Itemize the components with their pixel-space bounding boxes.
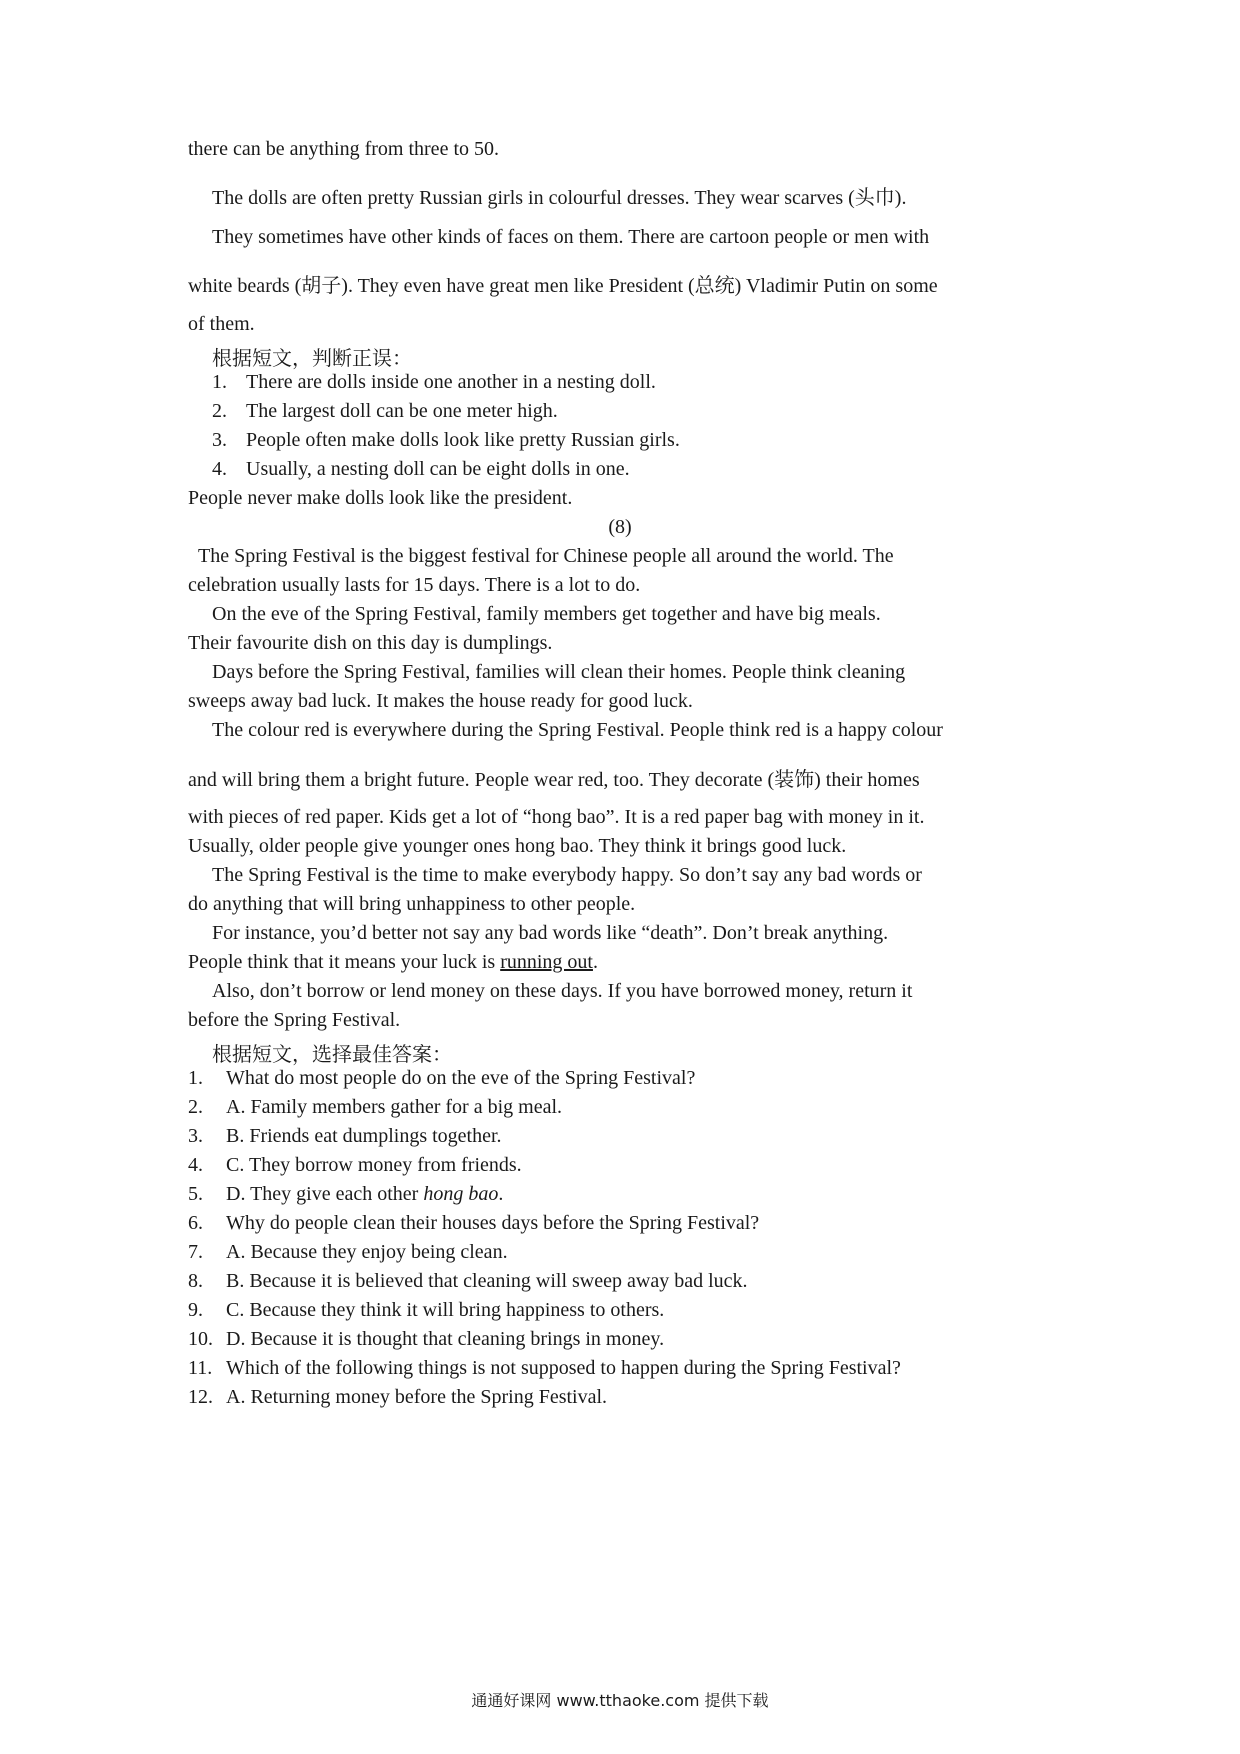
item-number: 11. <box>188 1357 213 1379</box>
item-text: B. Because it is believed that cleaning will sweep away bad luck. <box>226 1270 748 1292</box>
list-item <box>212 371 656 394</box>
list-item <box>188 1096 562 1119</box>
item-number: 5. <box>188 1183 203 1205</box>
item-text: B. Friends eat dumplings together. <box>226 1125 502 1147</box>
list-item <box>212 400 558 423</box>
paragraph-line: For instance, you’d better not say any bad words like “death”. Don’t break anything. <box>212 922 889 944</box>
list-item <box>188 1299 664 1322</box>
paragraph-line: of them. <box>188 313 255 335</box>
paragraph-line <box>188 951 598 974</box>
list-item: People never make dolls look like the president. <box>188 487 573 509</box>
item-text: Usually, a nesting doll can be eight dolls in one. <box>246 458 630 480</box>
item-text: People often make dolls look like pretty Russian girls. <box>246 429 680 451</box>
item-number: 1. <box>212 371 227 393</box>
paragraph-line: and will bring them a bright future. People wear red, too. They decorate (装饰) their homes <box>188 769 920 791</box>
paragraph-line: do anything that will bring unhappiness to other people. <box>188 893 636 915</box>
list-item <box>188 1183 503 1206</box>
item-number: 6. <box>188 1212 203 1234</box>
item-number: 12. <box>188 1386 213 1408</box>
item-text: There are dolls inside one another in a nesting doll. <box>246 371 656 393</box>
page-footer: 通通好课网 www.tthaoke.com 提供下载 <box>471 1691 769 1710</box>
item-text: C. They borrow money from friends. <box>226 1154 522 1176</box>
line-text: People think that it means your luck is <box>188 951 501 973</box>
paragraph-line: before the Spring Festival. <box>188 1009 401 1031</box>
item-text: D. Because it is thought that cleaning brings in money. <box>226 1328 665 1350</box>
underlined-phrase: running out <box>500 951 593 973</box>
paragraph-line: there can be anything from three to 50. <box>188 138 499 160</box>
item-text: The largest doll can be one meter high. <box>246 400 558 422</box>
paragraph-line: They sometimes have other kinds of faces on them. There are cartoon people or men with <box>212 226 930 248</box>
list-item <box>188 1154 522 1177</box>
list-item <box>188 1328 664 1351</box>
list-item <box>188 1270 748 1293</box>
paragraph-line: Also, don’t borrow or lend money on these days. If you have borrowed money, return it <box>212 980 913 1002</box>
paragraph-line: Usually, older people give younger ones hong bao. They think it brings good luck. <box>188 835 847 857</box>
tf-instruction: 根据短文，判断正误： <box>212 348 412 370</box>
item-text: C. Because they think it will bring happiness to others. <box>226 1299 665 1321</box>
paragraph-line: sweeps away bad luck. It makes the house ready for good luck. <box>188 690 693 712</box>
list-item <box>188 1067 695 1090</box>
item-number: 2. <box>188 1096 203 1118</box>
paragraph-line: The dolls are often pretty Russian girls in colourful dresses. They wear scarves (头巾). <box>212 187 907 209</box>
paragraph-line: The Spring Festival is the time to make everybody happy. So don’t say any bad words or <box>212 864 922 886</box>
item-text: A. Because they enjoy being clean. <box>226 1241 508 1263</box>
item-text: A. Returning money before the Spring Festival. <box>226 1386 608 1408</box>
paragraph-line: with pieces of red paper. Kids get a lot of “hong bao”. It is a red paper bag with money in it. <box>188 806 925 828</box>
item-number: 4. <box>188 1154 203 1176</box>
paragraph-line: On the eve of the Spring Festival, family members get together and have big meals. <box>212 603 881 625</box>
mc-instruction: 根据短文，选择最佳答案： <box>212 1044 452 1066</box>
item-number: 8. <box>188 1270 203 1292</box>
list-item <box>188 1241 508 1264</box>
paragraph-line: The Spring Festival is the biggest festival for Chinese people all around the world. The <box>198 545 894 567</box>
item-text: What do most people do on the eve of the Spring Festival? <box>226 1067 696 1089</box>
list-item <box>212 458 630 481</box>
paragraph-line: celebration usually lasts for 15 days. There is a lot to do. <box>188 574 641 596</box>
paragraph-line: Their favourite dish on this day is dumplings. <box>188 632 553 654</box>
section-heading: (8) <box>608 516 632 538</box>
list-item <box>188 1386 607 1409</box>
item-text: Why do people clean their houses days before the Spring Festival? <box>226 1212 760 1234</box>
item-number: 1. <box>188 1067 203 1089</box>
item-number: 7. <box>188 1241 203 1263</box>
item-number: 3. <box>188 1125 203 1147</box>
item-number: 4. <box>212 458 227 480</box>
item-text: A. Family members gather for a big meal. <box>226 1096 563 1118</box>
list-item <box>188 1357 901 1380</box>
item-number: 3. <box>212 429 227 451</box>
item-number: 9. <box>188 1299 203 1321</box>
line-text: . <box>592 951 598 973</box>
paragraph-line: Days before the Spring Festival, families will clean their homes. People think cleaning <box>212 661 906 683</box>
list-item <box>212 429 680 452</box>
italic-term: hong bao <box>423 1183 499 1205</box>
list-item <box>188 1125 502 1148</box>
paragraph-line: white beards (胡子). They even have great men like President (总统) Vladimir Putin on some <box>188 275 938 297</box>
list-item <box>188 1212 759 1235</box>
item-text: . <box>498 1183 504 1205</box>
item-text: D. They give each other <box>226 1183 424 1205</box>
item-text: Which of the following things is not supposed to happen during the Spring Festival? <box>226 1357 901 1379</box>
paragraph-line: The colour red is everywhere during the Spring Festival. People think red is a happy colour <box>212 719 943 741</box>
item-number: 10. <box>188 1328 213 1350</box>
item-number: 2. <box>212 400 227 422</box>
